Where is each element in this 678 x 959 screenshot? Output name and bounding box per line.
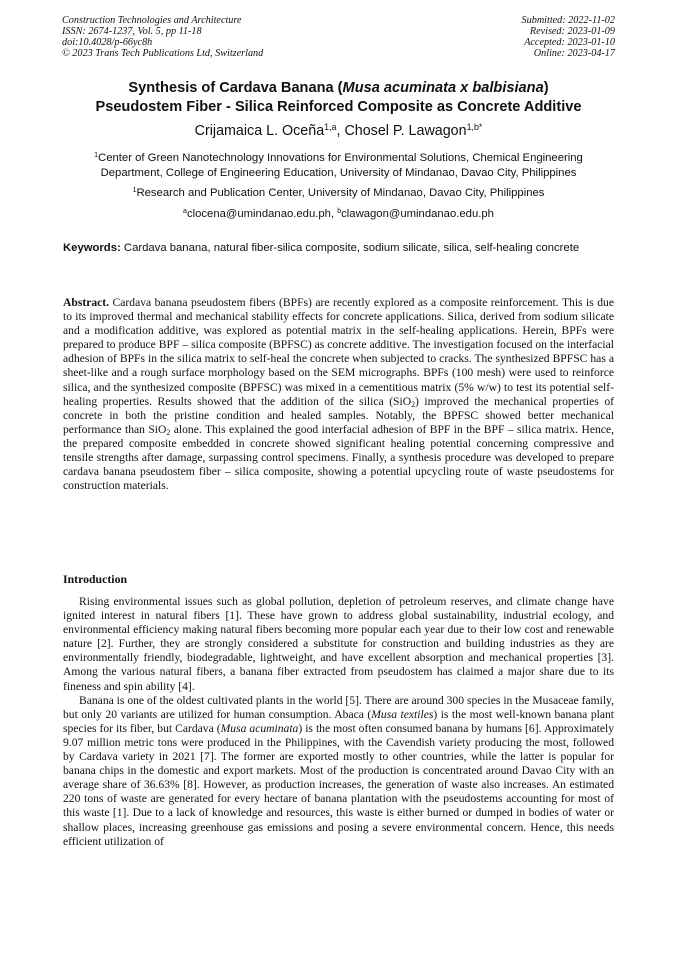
intro-paragraph-2: Banana is one of the oldest cultivated plants in the world [5]. There are around 300 species in the Musaceae family, but only 20 variants are utilized for human consumption. Abaca (Musa textiles) is the most well-known banana plant species for its fiber, but Cardava (Musa acuminata) is the most often consumed banana by humans [6]. Approximately 9.07 million metric tons were produced in the Philippines, with the Cavendish variety producing the most, followed by Cardava variety in 2021 [7]. The former are exported mostly to other countries, while the latter is popular for banana chips in the domestic and export markets. Most of the production is concentrated around Davao City with an average share of 36.63% [8]. However, as production increases, the generation of waste also increases. An estimated 220 tons of waste are generated for every hectare of banana plantation with the pseudostems accounting for most of this waste [1]. Due to a lack of knowledge and resources, this waste is either burned or dumped in bodies of water or shallow places, increasing greenhouse gas emissions and posing a severe environmental concern. Hence, this needs efficient utilization of xyxy=(63,693,615,848)
abstract-label: Abstract. xyxy=(63,296,110,309)
keywords xyxy=(63,241,614,255)
affiliation-2: $^1$Research and Publication Center, University of Mindanao, Davao City, Philippines xyxy=(132,187,545,199)
author-2: Chosel P. Lawagon xyxy=(344,123,467,139)
publication-dates xyxy=(522,15,615,59)
submitted-date: Submitted: 2022-11-02 xyxy=(521,15,615,26)
affiliation-1: $^1$Center of Green Nanotechnology Innovations for Environmental Solutions, Chemical Engineering Department, College of Engineering Education, University of Mindanao, Davao City, Philippines xyxy=(94,152,583,179)
author-emails: $^a$clocena@umindanao.edu.ph, $^b$clawagon@umindanao.edu.ph xyxy=(183,208,494,220)
revised-date: Revised: 2023-01-09 xyxy=(529,26,615,37)
journal-name: Construction Technologies and Architecture xyxy=(62,15,242,26)
author-list: Crijamaica L. Oceña$^{1,a}$, Chosel P. Lawagon$^{1,b*}$ xyxy=(194,122,483,139)
abstract: Abstract. Cardava banana pseudostem fibers (BPFs) are recently explored as a composite reinforcement. This is due to its improved thermal and mechanical stability effects for concrete applications. Silica, derived from sodium silicate and a modification additive, was explored as potential matrix in the self-healing applications. Herein, BPFs were prepared to produce BPF – silica composite (BPFSC) as concrete additive. The investigation focused on the interfacial adhesion of BPFs in the silica matrix to self-heal the concrete when subjected to cracks. The synthesized BPFSC has a sheet-like and a rough surface morphology based on the SEM micrographs. BPFs (100 mesh) were used to reinforce silica, and the synthesized composite (BPFSC) was mixed in a cementitious matrix (5% w/w) to test its potential self-healing properties. Results showed that the addition of the silica (SiO$_2$) improved the mechanical properties of concrete in both the pristine condition and healed samples. Notably, the BPFSC showed better mechanical performance than SiO$_2$ alone. This explained the good interfacial adhesion of BPF in the BPF – silica matrix. Hence, the prepared composite embedded in concrete showed significant healing potential concerning compressive and tensile strengths after damage, surpassing control specimens. Finally, a synthesis procedure was developed to prepare cardava banana pseudostem fiber – silica composite, showing a potential upcycling route of waste pseudostems for construction materials. xyxy=(63,296,614,493)
keywords-text: Cardava banana, natural fiber-silica composite, sodium silicate, silica, self-healing concrete xyxy=(120,242,580,254)
section-heading-introduction: Introduction xyxy=(63,572,128,586)
journal-info xyxy=(62,15,263,59)
copyright: © 2023 Trans Tech Publications Ltd, Switzerland xyxy=(62,48,264,59)
species-name: Musa acuminata x balbisiana xyxy=(342,80,544,96)
keywords-label: Keywords: xyxy=(63,242,121,254)
email-b: clawagon@umindanao.edu.ph xyxy=(341,208,494,220)
doi: doi:10.4028/p-66yc8h xyxy=(62,37,153,48)
issn: ISSN: 2674-1237, Vol. 5, pp 11-18 xyxy=(62,26,202,37)
email-a: clocena@umindanao.edu.ph xyxy=(186,208,331,220)
introduction-body xyxy=(63,595,614,849)
title-line-1: Synthesis of Cardava Banana (Musa acuminata x balbisiana) xyxy=(128,80,549,96)
title-line-2: Pseudostem Fiber - Silica Reinforced Composite as Concrete Additive xyxy=(95,98,582,115)
accepted-date: Accepted: 2023-01-10 xyxy=(524,37,615,48)
author-1: Crijamaica L. Oceña xyxy=(194,123,325,139)
paper-title xyxy=(62,79,615,116)
online-date: Online: 2023-04-17 xyxy=(533,48,615,59)
intro-paragraph-1: Rising environmental issues such as global pollution, depletion of petroleum reserves, and climate change have ignited interest in natural fibers [1]. These have grown to address global sustainability, industrial ecology, and environmental efficiency making natural fibers becoming more popular each year due to their low cost and renewable nature [2]. Further, they are strongly considered a substitute for construction and building industries as they are environmentally friendly, biodegradable, lightweight, and have excellent absorption and mechanical properties [3]. Among the various natural fibers, a banana fiber extracted from pseudostem has claimed a major share due to its fineness and spin ability [4]. xyxy=(63,595,614,693)
